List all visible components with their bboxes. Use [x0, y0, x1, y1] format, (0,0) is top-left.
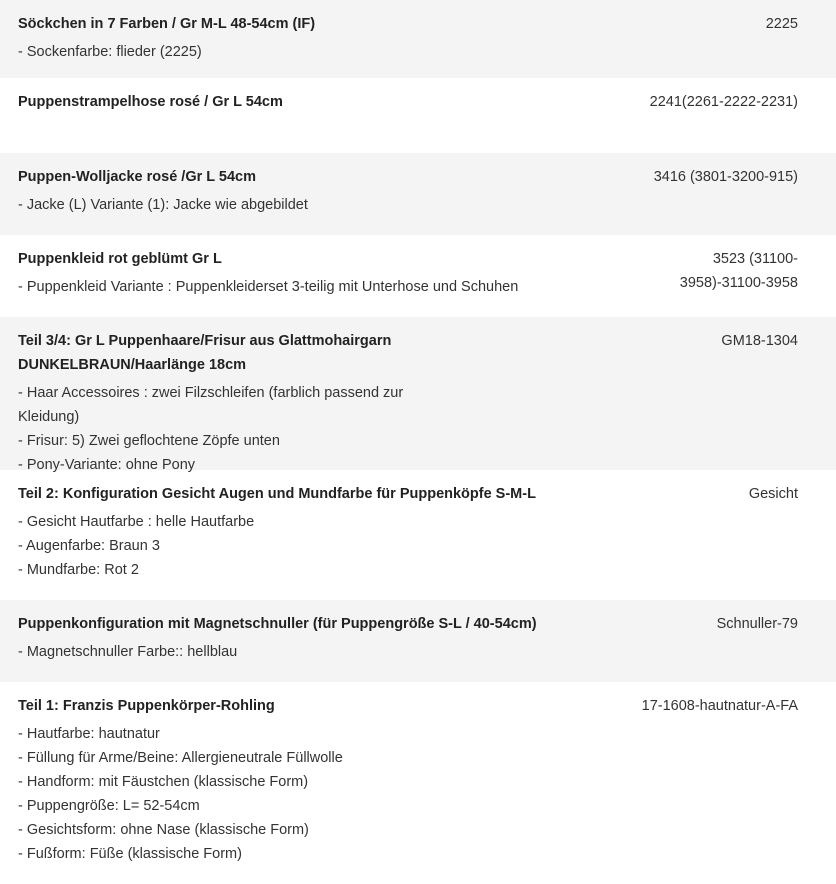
item-title: Puppenkonfiguration mit Magnetschnuller (für Puppengröße S-L / 40-54cm) [18, 616, 537, 632]
item-option: - Frisur: 5) Zwei geflochtene Zöpfe unten [18, 433, 280, 449]
item-sku: 2241(2261-2222-2231) [649, 94, 798, 110]
item-sku: 17-1608-hautnatur-A-FA [641, 698, 798, 714]
item-sku: GM18-1304 [721, 333, 798, 349]
item-sku: 3416 (3801-3200-915) [653, 169, 798, 185]
list-item [0, 317, 836, 473]
item-title: Puppenstrampelhose rosé / Gr L 54cm [18, 94, 283, 110]
item-option: - Puppenkleid Variante : Puppenkleiderset 3-teilig mit Unterhose und Schuhen [18, 279, 519, 295]
item-sku: 2225 [765, 16, 798, 32]
item-sku: Gesicht [748, 486, 798, 502]
item-option: - Gesichtsform: ohne Nase (klassische Form) [18, 822, 309, 838]
item-option: - Mundfarbe: Rot 2 [18, 562, 139, 578]
item-sku: Schnuller-79 [716, 616, 798, 632]
item-title: Söckchen in 7 Farben / Gr M-L 48-54cm (IF) [18, 16, 316, 32]
item-option: - Augenfarbe: Braun 3 [18, 538, 160, 554]
item-option: - Pony-Variante: ohne Pony [18, 457, 196, 473]
item-option: - Füllung für Arme/Beine: Allergieneutrale Füllwolle [18, 750, 343, 766]
item-option: - Sockenfarbe: flieder (2225) [18, 44, 202, 60]
item-option: - Haar Accessoires : zwei Filzschleifen (farblich passend zur Kleidung) [18, 385, 404, 425]
item-sku: 3523 (31100-3958)-31100-3958 [679, 251, 798, 291]
item-title: Puppenkleid rot geblümt Gr L [18, 251, 222, 267]
list-item [0, 600, 836, 682]
list-item [0, 0, 836, 78]
item-title: Teil 2: Konfiguration Gesicht Augen und Mundfarbe für Puppenköpfe S-M-L [18, 486, 536, 502]
list-item [0, 470, 836, 600]
item-title: Teil 3/4: Gr L Puppenhaare/Frisur aus Glattmohairgarn DUNKELBRAUN/Haarlänge 18cm [18, 333, 392, 373]
item-option: - Hautfarbe: hautnatur [18, 726, 160, 742]
list-item [0, 682, 836, 884]
list-item [0, 235, 836, 317]
item-option: - Gesicht Hautfarbe : helle Hautfarbe [18, 514, 255, 530]
item-option: - Fußform: Füße (klassische Form) [18, 846, 242, 862]
list-item [0, 153, 836, 235]
item-option: - Magnetschnuller Farbe:: hellblau [18, 644, 238, 660]
item-option: - Handform: mit Fäustchen (klassische Form) [18, 774, 309, 790]
item-option: - Jacke (L) Variante (1): Jacke wie abgebildet [18, 197, 308, 213]
item-title: Teil 1: Franzis Puppenkörper-Rohling [18, 698, 275, 714]
item-title: Puppen-Wolljacke rosé /Gr L 54cm [18, 169, 256, 185]
list-item [0, 78, 836, 153]
item-option: - Puppengröße: L= 52-54cm [18, 798, 200, 814]
